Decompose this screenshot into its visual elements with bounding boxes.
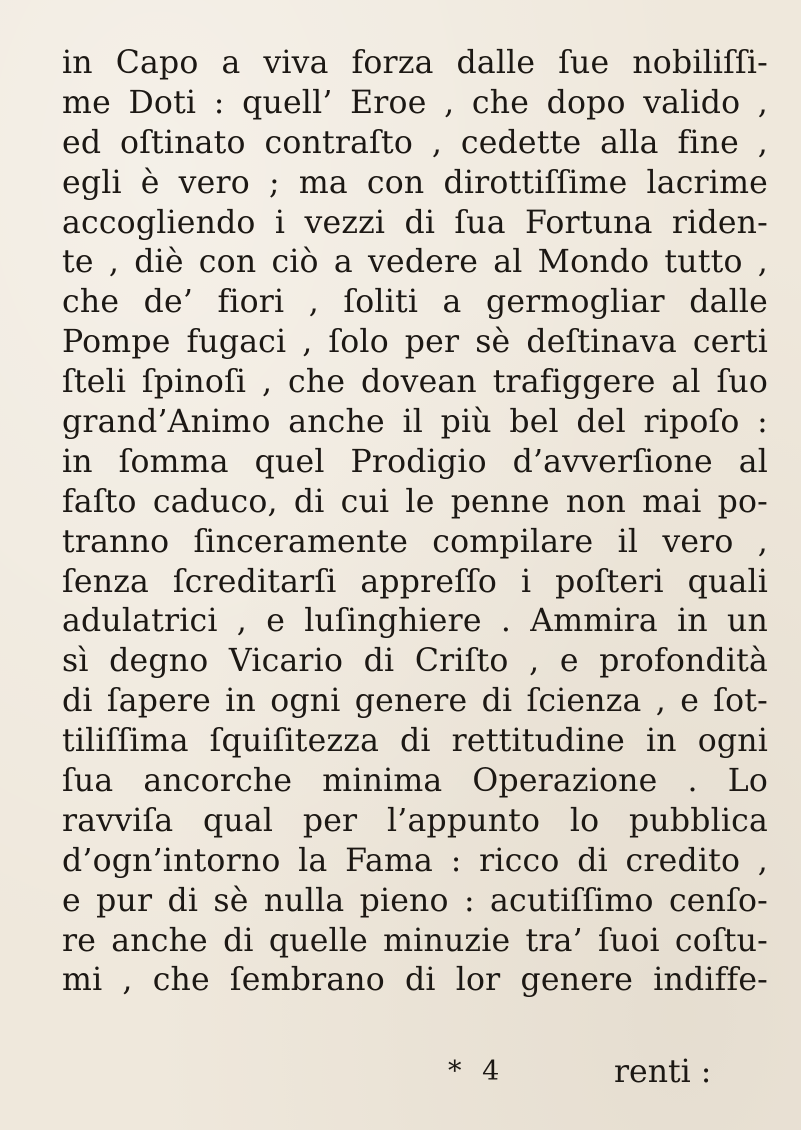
text-line: adulatrici , e luſinghiere . Ammira in un xyxy=(62,603,768,640)
body-text xyxy=(62,44,768,1001)
text-line: grand’Animo anche il più bel del ripoſo : xyxy=(62,404,768,441)
text-line: me Doti : quell’ Eroe , che dopo valido , xyxy=(62,84,768,121)
text-line: faſto caduco, di cui le penne non mai po- xyxy=(62,483,768,520)
text-line: egli è vero ; ma con dirottiſſime lacrime xyxy=(62,164,768,201)
text-line: ſenza ſcreditarſi appreſſo i poſteri quali xyxy=(62,563,768,600)
text-line: tranno ſinceramente compilare il vero , xyxy=(62,523,768,560)
catchword: renti : xyxy=(614,1054,712,1090)
text-line: d’ogn’intorno la Fama : ricco di credito , xyxy=(62,842,768,879)
text-line: mi , che ſembrano di lor genere indiffe- xyxy=(62,962,768,999)
text-line: ſteli ſpinoſi , che dovean trafiggere al ſuo xyxy=(62,364,768,401)
text-line: Pompe fugaci , ſolo per sè deſtinava certi xyxy=(62,324,768,361)
text-line: di ſapere in ogni genere di ſcienza , e ſot- xyxy=(62,683,768,720)
text-line: sì degno Vicario di Criſto , e profondità xyxy=(62,643,768,680)
text-line: te , diè con ciò a vedere al Mondo tutto , xyxy=(62,244,768,281)
page-footer xyxy=(0,1052,801,1092)
text-line: che de’ fiori , ſoliti a germogliar dalle xyxy=(62,284,768,321)
text-line: in ſomma quel Prodigio d’avverſione al xyxy=(62,443,768,480)
text-line: re anche di quelle minuzie tra’ ſuoi coſtu- xyxy=(62,922,768,959)
signature-mark: * 4 xyxy=(448,1056,506,1087)
text-line: ravviſa qual per l’appunto lo pubblica xyxy=(62,802,768,839)
text-line: ed oſtinato contraſto , cedette alla fine , xyxy=(62,124,768,161)
text-line: in Capo a viva forza dalle ſue nobiliſſi- xyxy=(62,45,768,81)
text-line: ſua ancorche minima Operazione . Lo xyxy=(62,763,768,800)
text-line: tiliſſima ſquiſitezza di rettitudine in ogni xyxy=(62,723,768,760)
text-line: accogliendo i vezzi di ſua Fortuna riden- xyxy=(62,204,768,241)
text-line: e pur di sè nulla pieno : acutiſſimo cenſo- xyxy=(62,882,768,919)
